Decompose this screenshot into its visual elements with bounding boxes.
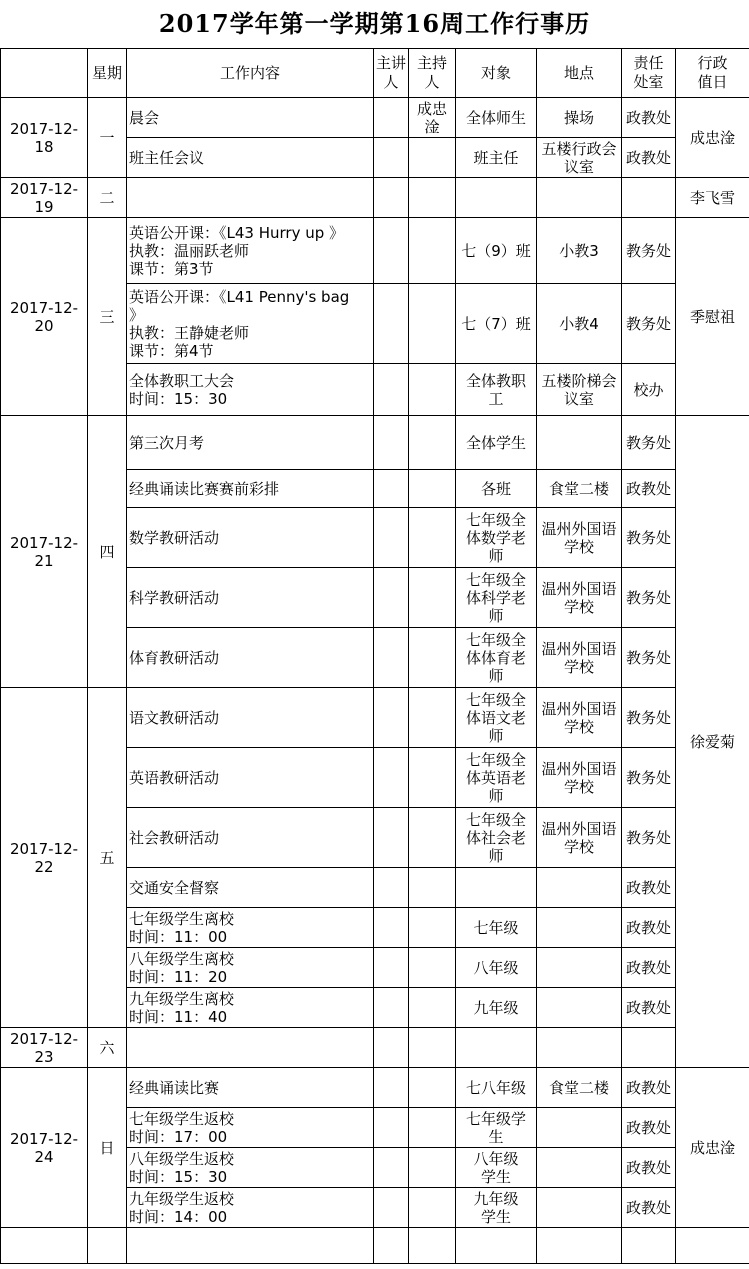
location-cell xyxy=(537,178,622,218)
schedule-row xyxy=(1,1068,749,1108)
speaker-cell xyxy=(374,138,409,178)
dept-cell: 教务处 xyxy=(622,416,676,470)
content-cell: 经典诵读比赛赛前彩排 xyxy=(127,470,374,508)
speaker-cell xyxy=(374,988,409,1028)
host-cell xyxy=(409,688,456,748)
location-cell: 温州外国语 学校 xyxy=(537,508,622,568)
target-cell: 全体师生 xyxy=(456,98,537,138)
content-cell: 全体教职工大会 时间：15：30 xyxy=(127,364,374,416)
header-content: 工作内容 xyxy=(127,49,374,98)
location-cell: 温州外国语 学校 xyxy=(537,748,622,808)
header-location: 地点 xyxy=(537,49,622,98)
target-cell: 八年级 xyxy=(456,948,537,988)
content-cell: 经典诵读比赛 xyxy=(127,1068,374,1108)
schedule-row xyxy=(1,688,749,748)
location-cell xyxy=(537,1108,622,1148)
host-cell xyxy=(409,628,456,688)
location-cell: 温州外国语 学校 xyxy=(537,628,622,688)
page-title: 2017学年第一学期第16周工作行事历 xyxy=(158,9,591,38)
host-cell xyxy=(409,416,456,470)
location-cell: 温州外国语 学校 xyxy=(537,808,622,868)
location-cell: 五楼行政会 议室 xyxy=(537,138,622,178)
host-cell xyxy=(409,178,456,218)
duty-cell: 成忠淦 xyxy=(676,1068,749,1228)
dept-cell: 教务处 xyxy=(622,688,676,748)
target-cell: 班主任 xyxy=(456,138,537,178)
target-cell xyxy=(456,868,537,908)
location-cell xyxy=(537,948,622,988)
date-cell: 2017-12-24 xyxy=(1,1068,88,1228)
dept-cell: 政教处 xyxy=(622,948,676,988)
location-cell xyxy=(537,908,622,948)
content-cell: 第三次月考 xyxy=(127,416,374,470)
date-cell: 2017-12-18 xyxy=(1,98,88,178)
header-row xyxy=(1,49,749,98)
blank-cell xyxy=(676,1228,749,1264)
speaker-cell xyxy=(374,1148,409,1188)
date-cell: 2017-12-23 xyxy=(1,1028,88,1068)
content-cell: 九年级学生返校 时间：14：00 xyxy=(127,1188,374,1228)
weekday-cell: 日 xyxy=(88,1068,127,1228)
target-cell: 七年级全 体科学老 师 xyxy=(456,568,537,628)
host-cell xyxy=(409,1108,456,1148)
speaker-cell xyxy=(374,568,409,628)
speaker-cell xyxy=(374,284,409,364)
date-cell: 2017-12-21 xyxy=(1,416,88,688)
target-cell: 全体教职 工 xyxy=(456,364,537,416)
blank-cell xyxy=(88,1228,127,1264)
host-cell xyxy=(409,988,456,1028)
target-cell: 七年级全 体社会老 师 xyxy=(456,808,537,868)
dept-cell: 教务处 xyxy=(622,284,676,364)
header-weekday: 星期 xyxy=(88,49,127,98)
location-cell xyxy=(537,1148,622,1188)
header-duty: 行政 值日 xyxy=(676,49,749,98)
host-cell xyxy=(409,1068,456,1108)
content-cell: 科学教研活动 xyxy=(127,568,374,628)
content-cell xyxy=(127,1028,374,1068)
target-cell: 七（7）班 xyxy=(456,284,537,364)
duty-cell: 成忠淦 xyxy=(676,98,749,178)
target-cell: 七年级全 体英语老 师 xyxy=(456,748,537,808)
weekday-cell: 二 xyxy=(88,178,127,218)
speaker-cell xyxy=(374,868,409,908)
target-cell: 七年级全 体体育老 师 xyxy=(456,628,537,688)
content-cell: 交通安全督察 xyxy=(127,868,374,908)
target-cell: 七年级全 体数学老 师 xyxy=(456,508,537,568)
speaker-cell xyxy=(374,1068,409,1108)
blank-cell xyxy=(622,1228,676,1264)
date-cell: 2017-12-22 xyxy=(1,688,88,1028)
location-cell: 温州外国语 学校 xyxy=(537,568,622,628)
speaker-cell xyxy=(374,808,409,868)
blank-cell xyxy=(127,1228,374,1264)
content-cell: 七年级学生离校 时间：11：00 xyxy=(127,908,374,948)
host-cell xyxy=(409,908,456,948)
host-cell xyxy=(409,748,456,808)
speaker-cell xyxy=(374,416,409,470)
speaker-cell xyxy=(374,628,409,688)
host-cell xyxy=(409,218,456,284)
dept-cell: 教务处 xyxy=(622,808,676,868)
date-cell: 2017-12-20 xyxy=(1,218,88,416)
host-cell xyxy=(409,1028,456,1068)
dept-cell xyxy=(622,1028,676,1068)
weekday-cell: 一 xyxy=(88,98,127,178)
target-cell: 各班 xyxy=(456,470,537,508)
location-cell: 小教4 xyxy=(537,284,622,364)
host-cell xyxy=(409,1188,456,1228)
content-cell: 班主任会议 xyxy=(127,138,374,178)
dept-cell: 教务处 xyxy=(622,748,676,808)
target-cell xyxy=(456,178,537,218)
location-cell: 小教3 xyxy=(537,218,622,284)
dept-cell: 政教处 xyxy=(622,1188,676,1228)
schedule-row xyxy=(1,416,749,470)
speaker-cell xyxy=(374,1028,409,1068)
target-cell: 七（9）班 xyxy=(456,218,537,284)
blank-cell xyxy=(456,1228,537,1264)
blank-cell xyxy=(1,1228,88,1264)
content-cell: 八年级学生离校 时间：11：20 xyxy=(127,948,374,988)
dept-cell: 政教处 xyxy=(622,868,676,908)
target-cell: 八年级 学生 xyxy=(456,1148,537,1188)
speaker-cell xyxy=(374,1108,409,1148)
dept-cell: 政教处 xyxy=(622,1108,676,1148)
header-host: 主持 人 xyxy=(409,49,456,98)
host-cell xyxy=(409,364,456,416)
target-cell: 七八年级 xyxy=(456,1068,537,1108)
speaker-cell xyxy=(374,1188,409,1228)
target-cell: 九年级 学生 xyxy=(456,1188,537,1228)
dept-cell xyxy=(622,178,676,218)
target-cell xyxy=(456,1028,537,1068)
weekday-cell: 四 xyxy=(88,416,127,688)
speaker-cell xyxy=(374,178,409,218)
content-cell: 体育教研活动 xyxy=(127,628,374,688)
content-cell: 七年级学生返校 时间：17：00 xyxy=(127,1108,374,1148)
location-cell: 食堂二楼 xyxy=(537,1068,622,1108)
speaker-cell xyxy=(374,688,409,748)
duty-cell: 李飞雪 xyxy=(676,178,749,218)
location-cell xyxy=(537,1188,622,1228)
dept-cell: 教务处 xyxy=(622,508,676,568)
blank-row xyxy=(1,1228,749,1264)
dept-cell: 政教处 xyxy=(622,908,676,948)
content-cell: 英语公开课：《L43 Hurry up 》 执教：温丽跃老师 课节：第3节 xyxy=(127,218,374,284)
speaker-cell xyxy=(374,748,409,808)
blank-cell xyxy=(537,1228,622,1264)
schedule-row xyxy=(1,1028,749,1068)
target-cell: 七年级学 生 xyxy=(456,1108,537,1148)
speaker-cell xyxy=(374,98,409,138)
location-cell xyxy=(537,1028,622,1068)
weekday-cell: 五 xyxy=(88,688,127,1028)
weekday-cell: 三 xyxy=(88,218,127,416)
dept-cell: 政教处 xyxy=(622,988,676,1028)
content-cell: 八年级学生返校 时间：15：30 xyxy=(127,1148,374,1188)
dept-cell: 教务处 xyxy=(622,628,676,688)
content-cell: 英语教研活动 xyxy=(127,748,374,808)
location-cell: 食堂二楼 xyxy=(537,470,622,508)
host-cell xyxy=(409,138,456,178)
content-cell: 社会教研活动 xyxy=(127,808,374,868)
speaker-cell xyxy=(374,470,409,508)
target-cell: 九年级 xyxy=(456,988,537,1028)
host-cell xyxy=(409,948,456,988)
location-cell xyxy=(537,988,622,1028)
speaker-cell xyxy=(374,364,409,416)
content-cell: 语文教研活动 xyxy=(127,688,374,748)
target-cell: 七年级 xyxy=(456,908,537,948)
blank-cell xyxy=(374,1228,409,1264)
dept-cell: 政教处 xyxy=(622,1148,676,1188)
host-cell xyxy=(409,284,456,364)
header-target: 对象 xyxy=(456,49,537,98)
location-cell: 温州外国语 学校 xyxy=(537,688,622,748)
speaker-cell xyxy=(374,218,409,284)
weekday-cell: 六 xyxy=(88,1028,127,1068)
blank-cell xyxy=(409,1228,456,1264)
host-cell: 成忠 淦 xyxy=(409,98,456,138)
location-cell: 操场 xyxy=(537,98,622,138)
content-cell: 晨会 xyxy=(127,98,374,138)
location-cell: 五楼阶梯会 议室 xyxy=(537,364,622,416)
dept-cell: 教务处 xyxy=(622,568,676,628)
date-cell: 2017-12-19 xyxy=(1,178,88,218)
speaker-cell xyxy=(374,908,409,948)
speaker-cell xyxy=(374,948,409,988)
dept-cell: 政教处 xyxy=(622,470,676,508)
location-cell xyxy=(537,868,622,908)
header-date xyxy=(1,49,88,98)
schedule-row xyxy=(1,178,749,218)
schedule-row xyxy=(1,218,749,284)
speaker-cell xyxy=(374,508,409,568)
content-cell: 英语公开课：《L41 Penny's bag 》 执教：王静婕老师 课节：第4节 xyxy=(127,284,374,364)
dept-cell: 政教处 xyxy=(622,1068,676,1108)
host-cell xyxy=(409,868,456,908)
dept-cell: 政教处 xyxy=(622,98,676,138)
duty-cell: 徐爱菊 xyxy=(676,416,749,1068)
content-cell xyxy=(127,178,374,218)
duty-cell: 季慰祖 xyxy=(676,218,749,416)
host-cell xyxy=(409,508,456,568)
location-cell xyxy=(537,416,622,470)
dept-cell: 校办 xyxy=(622,364,676,416)
content-cell: 九年级学生离校 时间：11：40 xyxy=(127,988,374,1028)
dept-cell: 教务处 xyxy=(622,218,676,284)
header-speaker: 主讲 人 xyxy=(374,49,409,98)
host-cell xyxy=(409,808,456,868)
host-cell xyxy=(409,470,456,508)
target-cell: 全体学生 xyxy=(456,416,537,470)
target-cell: 七年级全 体语文老 师 xyxy=(456,688,537,748)
dept-cell: 政教处 xyxy=(622,138,676,178)
host-cell xyxy=(409,1148,456,1188)
schedule-row xyxy=(1,98,749,138)
content-cell: 数学教研活动 xyxy=(127,508,374,568)
host-cell xyxy=(409,568,456,628)
header-dept: 责任 处室 xyxy=(622,49,676,98)
schedule-table xyxy=(0,48,749,1264)
